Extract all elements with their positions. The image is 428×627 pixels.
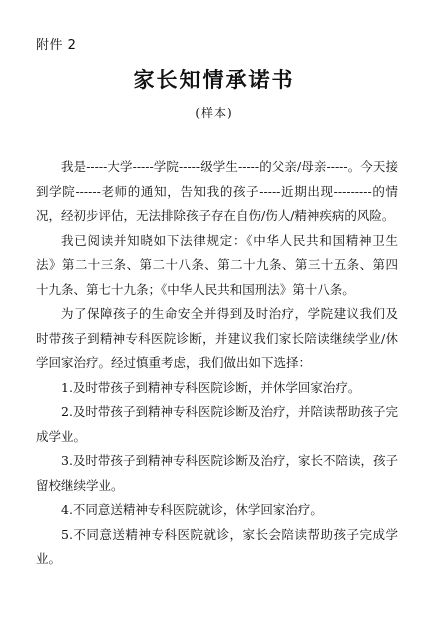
attachment-label: 附件 2	[36, 38, 77, 53]
option-item-4: 4.不同意送精神专科医院就诊，休学回家治疗。	[61, 502, 323, 517]
option-item-1: 1.及时带孩子到精神专科医院诊断，并休学回家治疗。	[61, 379, 361, 395]
law-paragraph: 我已阅读并知晓如下法律规定：《中华人民共和国精神卫生法》第二十三条、第二十八条、第二十九条、第三十五条、第四十九条、第七十九条；《中华人民共和国刑法》第十八条。	[36, 232, 398, 297]
option-item-3: 3.及时带孩子到精神专科医院诊断及治疗，家长不陪读，孩子留校继续学业。	[36, 453, 398, 493]
choice-paragraph: 为了保障孩子的生命安全并得到及时治疗，学院建议我们及时带孩子到精神专科医院诊断，并建议我们家长陪读继续学业/休学回家治疗。经过慎重考虑，我们做出如下选择：	[36, 306, 398, 370]
document-subtitle: (样本)	[195, 106, 233, 120]
option-item-2: 2.及时带孩子到精神专科医院诊断及治疗，并陪读帮助孩子完成学业。	[36, 404, 398, 444]
option-item-5: 5.不同意送精神专科医院就诊，家长会陪读帮助孩子完成学业。	[36, 526, 398, 566]
document-title: 家长知情承诺书	[133, 67, 295, 92]
intro-paragraph: 我是-----大学-----学院-----级学生-----的父亲/母亲-----。今天接到学院------老师的通知，告知我的孩子-----近期出现---------的情况，经初步评估，无法排除孩子存在自伤/伤人/精神疾病的风险。	[36, 159, 398, 223]
document-body	[36, 155, 398, 572]
